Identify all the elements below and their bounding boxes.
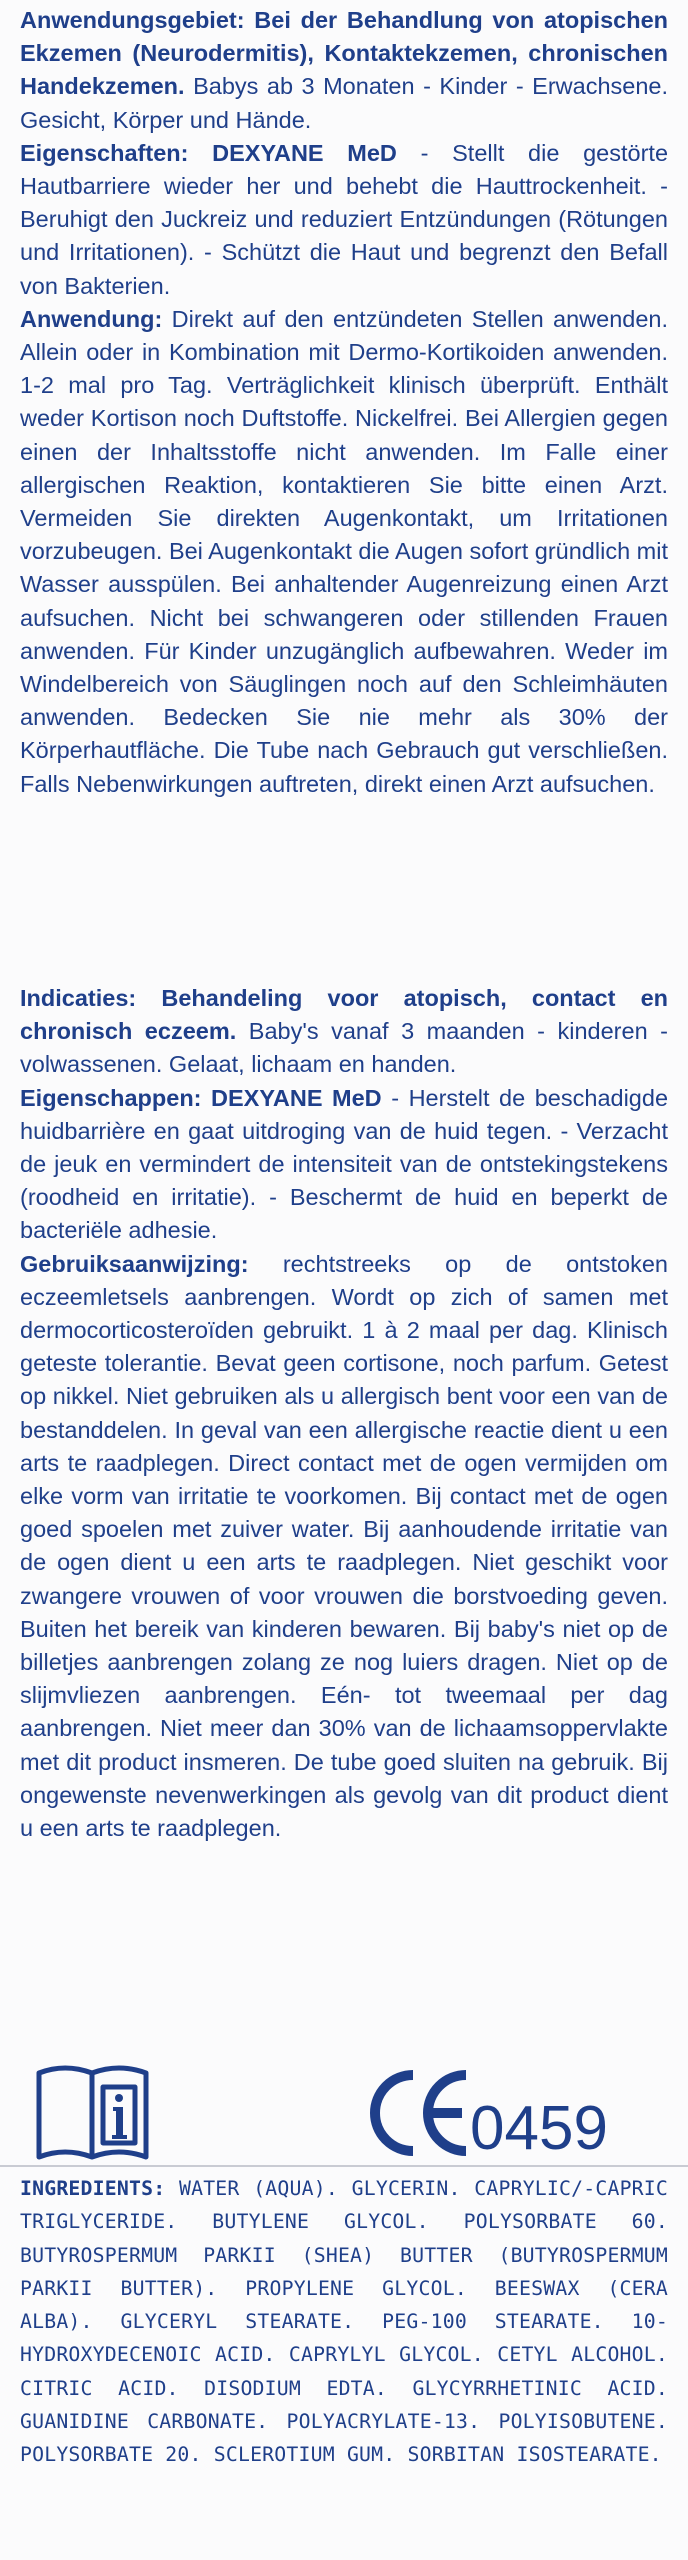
de-usage-paragraph: [20, 303, 668, 801]
nl-properties-label: Eigenschappen: DEXYANE MeD: [20, 1084, 382, 1111]
de-indication-lead: Bei der Behandlung von atopischen Ekzemen (Neurodermitis), Kontaktekzemen, chronischen Handekzemen.: [20, 7, 669, 100]
nl-usage-text: rechtstreeks op de ontstoken eczeemletsels aanbrengen. Wordt op zich of samen met dermocorticosteroïden gebruikt. 1 à 2 maal per dag. Klinisch geteste tolerantie. Bevat geen cortisone, noch parfum. Getest op nikkel. Niet gebruiken als u allergisch bent voor een van de bestanddelen. In geval van een allergische reactie dient u een arts te raadplegen. Direct contact met de ogen vermijden om elke vorm van irritatie te voorkomen. Bij contact met de ogen goed spoelen met zuiver water. Bij aanhoudende irritatie van de ogen dient u een arts te raadplegen. Niet geschikt voor zwangere vrouwen of voor vrouwen die borstvoeding geven. Buiten het bereik van kinderen bewaren. Bij baby's niet op de billetjes aanbrengen zolang ze nog luiers dragen. Niet op de slijmvliezen aanbrengen. Eén- tot tweemaal per dag aanbrengen. Niet meer dan 30% van de lichaamsoppervlakte met dit product insmeren. De tube goed sluiten na gebruik. Bij ongewenste nevenwerkingen als gevolg van dit product dient u een arts te raadplegen.: [20, 1250, 668, 1842]
ingredients-section: [20, 2172, 668, 2472]
nl-usage-paragraph: [20, 1248, 668, 1846]
german-section: [20, 4, 668, 801]
de-usage-text: Direkt auf den entzündeten Stellen anwenden. Allein oder in Kombination mit Dermo-Kortikoiden anwenden. 1-2 mal pro Tag. Verträglichkeit klinisch überprüft. Enthält weder Kortison noch Duftstoffe. Nickelfrei. Bei Allergien gegen einen der Inhaltsstoffe nicht anwenden. Im Falle einer allergischen Reaktion, kontaktieren Sie bitte einen Arzt. Vermeiden Sie direkten Augenkontakt, um Irritationen vorzubeugen. Bei Augenkontakt die Augen sofort gründlich mit Wasser ausspülen. Bei anhaltender Augenreizung einen Arzt aufsuchen. Nicht bei schwangeren oder stillenden Frauen anwenden. Für Kinder unzugänglich aufbewahren. Weder im Windelbereich von Säuglingen noch auf den Schleimhäuten anwenden. Bedecken Sie nie mehr als 30% der Körperhautfläche. Die Tube nach Gebrauch gut verschließen. Falls Nebenwirkungen auftreten, direkt einen Arzt aufsuchen.: [20, 305, 668, 797]
ingredients-label: INGREDIENTS:: [20, 2177, 166, 2200]
de-indication-paragraph: [20, 4, 668, 137]
de-properties-paragraph: [20, 137, 668, 303]
ingredients-text: WATER (AQUA). GLYCERIN. CAPRYLIC/-CAPRIC TRIGLYCERIDE. BUTYLENE GLYCOL. POLYSORBATE 60. BUTYROSPERMUM PARKII (SHEA) BUTTER (BUTYROSPERMUM PARKII BUTTER). PROPYLENE GLYCOL. BEESWAX (CERA ALBA). GLYCERYL STEARATE. PEG-100 STEARATE. 10-HYDROXYDECENOIC ACID. CAPRYLYL GLYCOL. CETYL ALCOHOL. CITRIC ACID. DISODIUM EDTA. GLYCYRRHETINIC ACID. GUANIDINE CARBONATE. POLYACRYLATE-13. POLYISOBUTENE. POLYSORBATE 20. SCLEROTIUM GUM. SORBITAN ISOSTEARATE.: [20, 2177, 669, 2467]
de-indication-text: Babys ab 3 Monaten - Kinder - Erwachsene. Gesicht, Körper und Hände.: [20, 73, 669, 133]
dutch-section: [20, 982, 668, 1845]
de-indication-label: Anwendungsgebiet:: [20, 7, 245, 33]
nl-properties-text: - Herstelt de beschadigde huidbarrière en gaat uitdroging van de huid tegen. - Verzacht de jeuk en vermindert de intensiteit van de ontstekingstekens (roodheid en irritatie). - Beschermt de huid en beperkt de bacteriële adhesie.: [20, 1084, 669, 1244]
nl-properties-paragraph: [20, 1082, 668, 1248]
de-usage-label: Anwendung:: [20, 305, 163, 332]
nl-usage-label: Gebruiksaanwijzing:: [20, 1250, 249, 1277]
de-properties-label: Eigenschaften: DEXYANE MeD: [20, 139, 397, 166]
nl-indication-text: Baby's vanaf 3 maanden - kinderen - volwassenen. Gelaat, lichaam en handen.: [20, 1018, 668, 1078]
nl-indication-paragraph: [20, 982, 668, 1082]
info-book-icon: [35, 2055, 150, 2165]
nl-indication-label: Indicaties:: [20, 985, 137, 1011]
ce-notified-body-number: 0459: [470, 2094, 608, 2163]
de-properties-text: - Stellt die gestörte Hautbarriere wieder her und behebt die Hauttrockenheit. - Beruhigt den Juckreiz und reduziert Entzündungen (Rötungen und Irritationen). - Schützt die Haut und begrenzt den Befall von Bakterien.: [20, 139, 669, 299]
section-divider: [0, 2165, 688, 2167]
nl-indication-lead: Behandeling voor atopisch, contact en chronisch eczeem.: [20, 985, 669, 1045]
ingredients-paragraph: [20, 2172, 668, 2472]
